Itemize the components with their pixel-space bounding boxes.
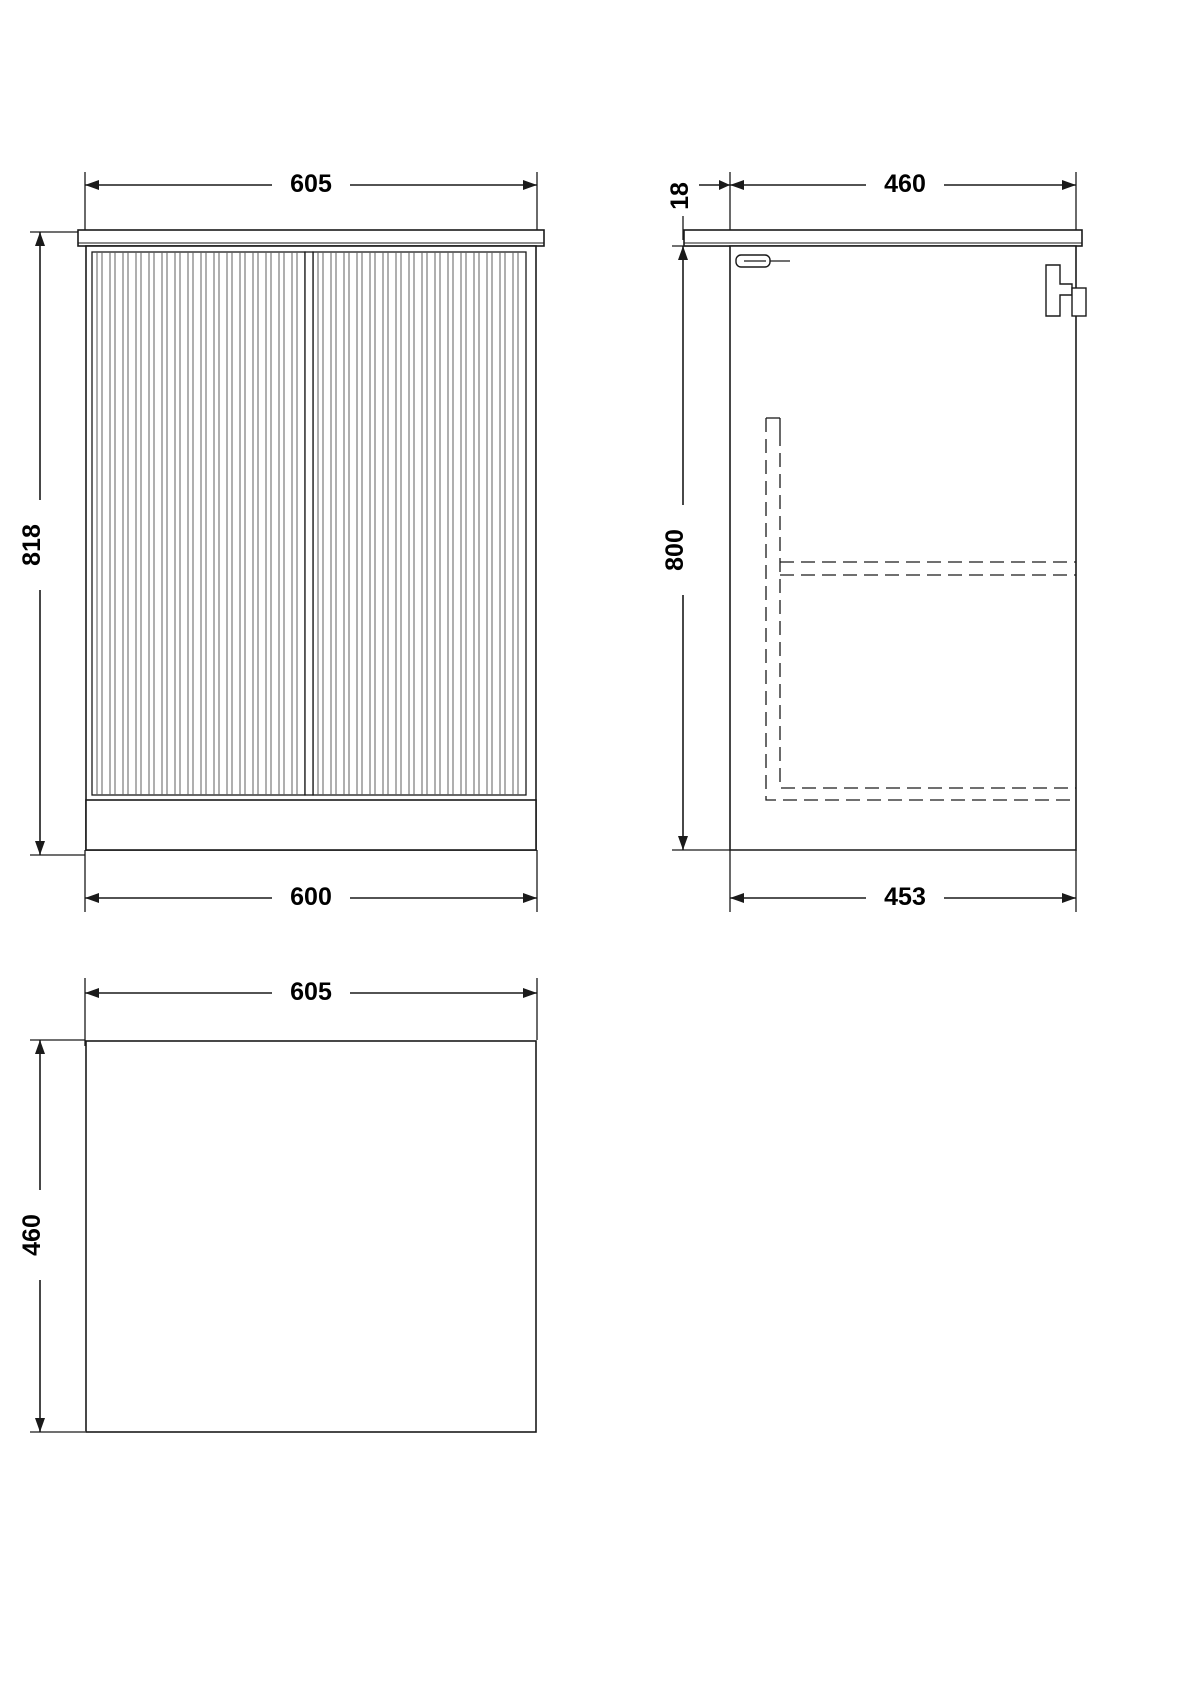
front-right-door — [313, 252, 526, 795]
side-height-label: 800 — [661, 529, 689, 571]
plan-depth-label: 460 — [18, 1214, 46, 1256]
plan-depth-dimension — [18, 1040, 57, 1432]
side-depth-bottom-label: 453 — [884, 883, 926, 911]
side-height-dimension — [661, 246, 700, 850]
front-left-door — [92, 252, 305, 795]
front-width-bottom-label: 600 — [290, 883, 332, 911]
front-door-gap — [305, 252, 313, 795]
front-elevation-view — [18, 168, 544, 915]
plan-view — [18, 976, 537, 1432]
plan-width-dimension — [85, 976, 537, 1010]
front-countertop — [78, 230, 544, 246]
side-depth-top-label: 460 — [884, 170, 926, 198]
plan-width-label: 605 — [290, 978, 332, 1006]
plan-top-outline — [86, 1041, 536, 1432]
front-plinth — [86, 800, 536, 850]
front-height-label: 818 — [18, 524, 46, 566]
side-elevation-view — [661, 168, 1086, 915]
side-carcass — [730, 246, 1076, 850]
side-depth-top-dimension — [730, 168, 1076, 202]
front-width-top-dimension — [85, 168, 537, 202]
front-width-bottom-dimension — [85, 881, 537, 915]
front-width-top-label: 605 — [290, 170, 332, 198]
side-top-small-dimension — [666, 168, 730, 216]
side-countertop — [684, 230, 1082, 246]
side-depth-bottom-dimension — [730, 881, 1076, 915]
front-height-dimension — [18, 232, 57, 855]
side-top-small-label: 18 — [666, 182, 694, 210]
